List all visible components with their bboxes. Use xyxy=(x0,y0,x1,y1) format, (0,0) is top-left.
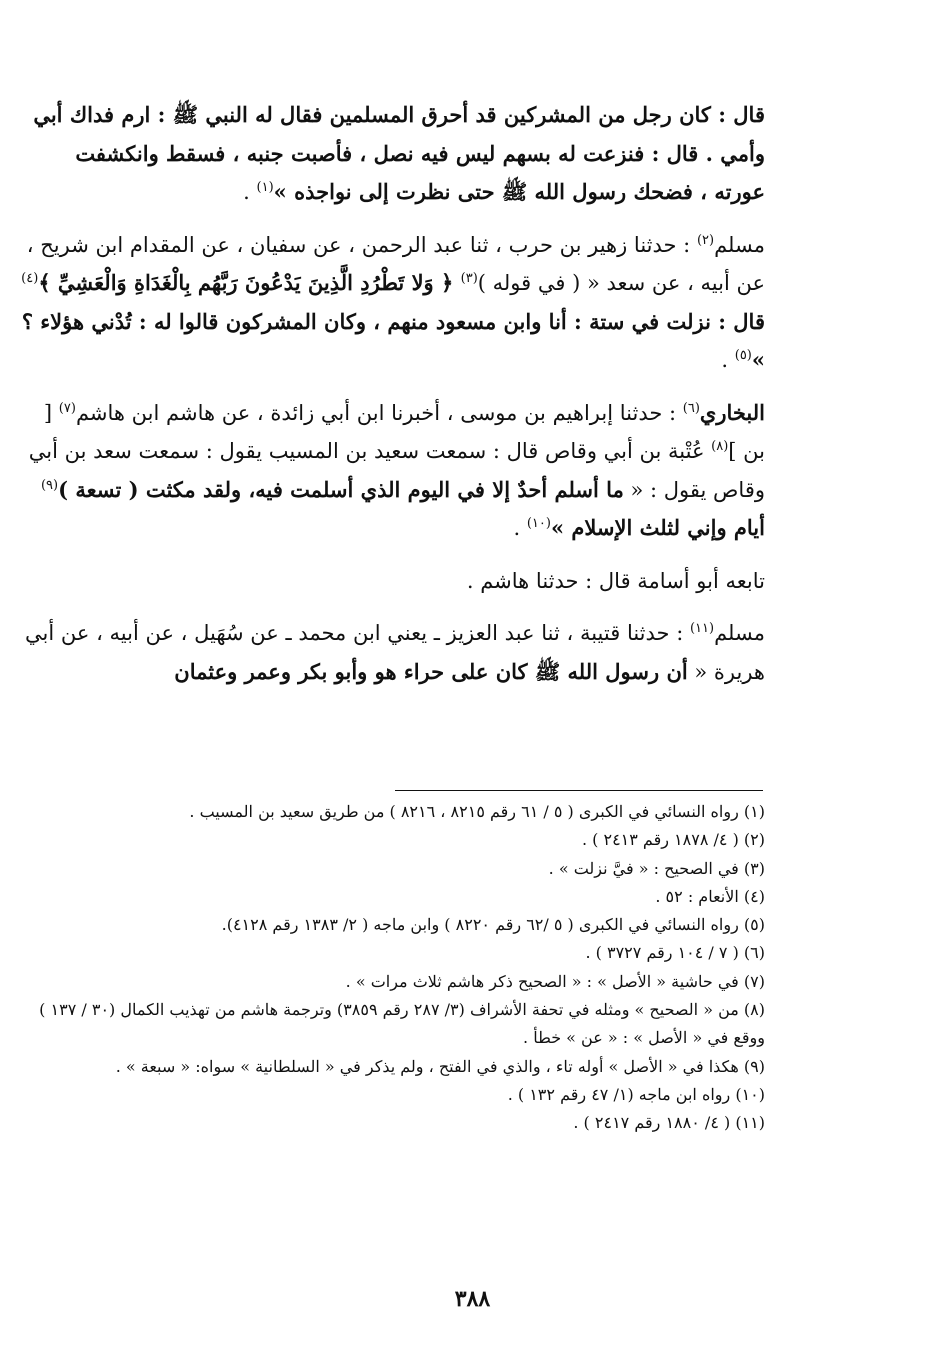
footnote-9: (٩) هكذا في « الأصل » أوله تاء ، والذي في الفتح ، ولم يذكر في « السلطانية » سواه: « سبعة » . xyxy=(115,1056,765,1076)
footnote-marker: (٩) xyxy=(40,477,59,493)
footnote-separator xyxy=(395,790,763,791)
text-segment: عُتْبة بن أبي وقاص قال : سمعت سعيد بن المسيب يقول : سمعت سعد بن أبي وقاص يقول : « xyxy=(28,439,765,502)
footnote-11: (١١) ( ٤/ ١٨٨٠ رقم ٢٤١٧ ) . xyxy=(573,1113,765,1133)
text-segment: ما أسلم أحدٌ إلا في اليوم الذي أسلمت فيه، ولقد مكثت ( تسعة ) xyxy=(58,476,624,502)
paragraph-3 xyxy=(20,394,765,548)
footnote-marker: (٦) xyxy=(682,400,700,416)
footnote-4: (٤) الأنعام : ٥٢ . xyxy=(655,886,765,906)
text-segment: [ بن ] xyxy=(43,400,765,463)
text-segment: أيام وإني لثلث الإسلام » xyxy=(550,515,765,540)
footnote-6: (٦) ( ٧ / ١٠٤ رقم ٣٧٢٧ ) . xyxy=(585,943,765,963)
text-segment: قال : نزلت في ستة : أنا وابن مسعود منهم ، وكان المشركون قالوا له : تُدْني هؤلاء ؟ » xyxy=(21,308,765,372)
text-segment: . xyxy=(721,348,735,372)
footnote-8: (٨) من « الصحيح » ومثله في تحفة الأشراف (٣/ ٢٨٧ رقم ٣٨٥٩) وترجمة هاشم من تهذيب الكمال (٣٠ / ١٣٧ ) ووقع في « الأصل » : « عن » خطأ . xyxy=(39,1000,765,1048)
footnotes xyxy=(20,798,765,1138)
paragraph-2 xyxy=(20,226,765,380)
footnote-marker: (١٠) xyxy=(526,516,551,531)
footnote-marker: (٢) xyxy=(696,232,715,248)
paragraph-4 xyxy=(20,562,765,601)
footnote-5: (٥) رواه النسائي في الكبرى ( ٥ /٦٢ رقم ٨٢٢٠ ) وابن ماجه ( ٢/ ١٣٨٣ رقم ٤١٢٨). xyxy=(221,915,765,935)
main-text xyxy=(20,96,765,705)
text-segment: ﴿ وَلا تَطْرُدِ الَّذِينَ يَدْعُونَ رَبَّهُم بِالْغَدَاةِ وَالْعَشِيِّ ﴾ xyxy=(38,270,461,295)
text-segment: مسلم xyxy=(714,621,765,645)
footnote-2: (٢) ( ٤/ ١٨٧٨ رقم ٢٤١٣ ) . xyxy=(581,830,765,850)
text-segment: أن رسول الله ﷺ كان على حراء هو وأبو بكر وعمر وعثمان xyxy=(174,658,688,684)
footnote-3: (٣) في الصحيح : « فيَّ نزلت » . xyxy=(548,858,765,878)
footnote-marker: (٧) xyxy=(58,400,76,416)
text-segment: . xyxy=(243,180,257,204)
text-segment: تابعه أبو أسامة قال : حدثنا هاشم . xyxy=(466,568,765,593)
paragraph-1 xyxy=(20,96,765,212)
text-segment: . xyxy=(513,516,527,540)
footnote-10: (١٠) رواه ابن ماجه (١/ ٤٧ رقم ١٣٢ ) . xyxy=(507,1084,765,1104)
text-segment: البخاري xyxy=(699,399,765,425)
footnote-7: (٧) في حاشية « الأصل » : « الصحيح ذكر هاشم ثلاث مرات » . xyxy=(345,971,765,991)
footnote-marker: (٣) xyxy=(460,271,478,286)
text-segment: : حدثنا قتيبة ، ثنا عبد العزيز ـ يعني ابن محمد ـ عن سُهَيل ، عن أبيه ، عن أبي هريرة « xyxy=(25,621,765,684)
text-segment: قال : كان رجل من المشركين قد أحرق المسلمين فقال له النبي ﷺ : ارم فداك أبي وأمي . قال : فنزعت له بسهم ليس فيه نصل ، فأصبت جنبه ، فسقط وانكشفت عورته ، فضحك رسول الله ﷺ حتى نظرت إلى نواجذه » xyxy=(33,102,765,204)
page-number: ٣٨٨ xyxy=(454,1286,491,1312)
footnote-marker: (٤) xyxy=(21,271,39,286)
footnote-1: (١) رواه النسائي في الكبرى ( ٥ / ٦١ رقم ٨٢١٥ ، ٨٢١٦ ) من طريق سعيد بن المسيب . xyxy=(189,802,765,821)
paragraph-5 xyxy=(20,614,765,691)
text-segment: مسلم xyxy=(714,232,765,257)
footnote-marker: (١١) xyxy=(689,621,715,636)
text-segment: : حدثنا زهير بن حرب ، ثنا عبد الرحمن ، عن سفيان ، عن المقدام ابن شريح ، عن أبيه ، عن سعد « ( في قوله ) xyxy=(26,232,765,295)
footnote-marker: (١) xyxy=(256,180,274,195)
footnote-marker: (٥) xyxy=(734,348,752,363)
text-segment: : حدثنا إبراهيم بن موسى ، أخبرنا ابن أبي زائدة ، عن هاشم ابن هاشم xyxy=(75,400,683,425)
footnote-marker: (٨) xyxy=(711,439,729,454)
